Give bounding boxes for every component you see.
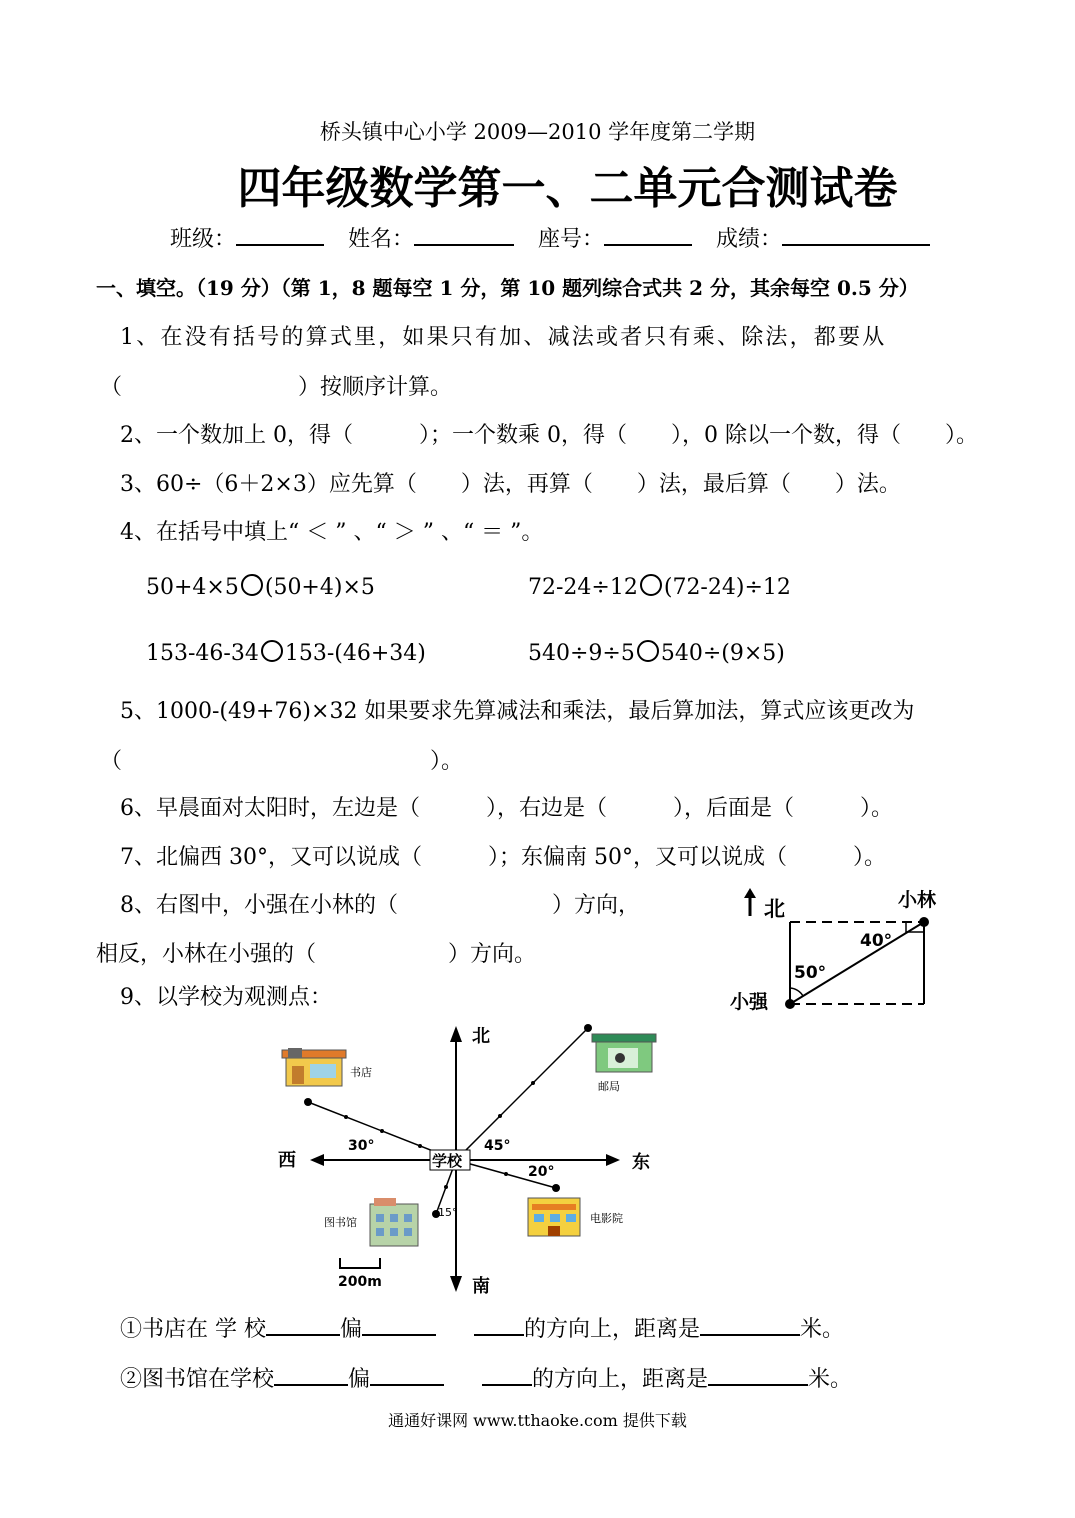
question-5-line-1: 5、1000-(49+76)×32 如果要求先算减法和乘法，最后算加法，算式应该更改为 bbox=[120, 699, 915, 724]
question-9: 9、以学校为观测点： bbox=[120, 985, 332, 1010]
blank[interactable] bbox=[370, 1383, 444, 1386]
blank[interactable] bbox=[266, 1333, 340, 1336]
school-line: 桥头镇中心小学 2009—2010 学年度第二学期 bbox=[319, 120, 756, 144]
question-6: 6、早晨面对太阳时，左边是（ ），右边是（ ），后面是（ ）。 bbox=[120, 796, 893, 821]
name-blank[interactable] bbox=[414, 243, 514, 246]
compare-circle[interactable] bbox=[241, 574, 263, 596]
scale-label: 200m bbox=[338, 1274, 382, 1290]
score-blank[interactable] bbox=[782, 243, 930, 246]
blank[interactable] bbox=[474, 1333, 524, 1336]
blank[interactable] bbox=[708, 1383, 808, 1386]
bookstore-point bbox=[304, 1098, 312, 1106]
question-8-line-2: 相反，小林在小强的（ ）方向。 bbox=[96, 942, 537, 967]
post-office-label: 邮局 bbox=[598, 1080, 620, 1093]
page-title: 四年级数学第一、二单元合测试卷 bbox=[237, 163, 898, 214]
class-blank[interactable] bbox=[236, 243, 324, 246]
blank[interactable] bbox=[274, 1383, 348, 1386]
direction-diagram-q8 bbox=[728, 880, 958, 1020]
cinema-icon bbox=[528, 1198, 580, 1236]
question-4: 4、在括号中填上“ ＜ ” 、“ ＞ ” 、“ ＝ ”。 bbox=[120, 520, 544, 545]
north-label: 北 bbox=[472, 1026, 490, 1047]
question-1-line-2: （ ）按顺序计算。 bbox=[100, 375, 453, 400]
post-office-point bbox=[584, 1024, 592, 1032]
name-label: 姓名： bbox=[348, 227, 415, 252]
compare-item-4: 540÷9÷5 540÷(9×5) bbox=[528, 641, 785, 666]
question-3: 3、60÷（6＋2×3）应先算（ ）法，再算（ ）法，最后算（ ）法。 bbox=[120, 472, 901, 497]
angle-30-label: 30° bbox=[348, 1138, 375, 1154]
south-arrow-icon bbox=[450, 1276, 462, 1292]
question-8-line-1: 8、右图中，小强在小林的（ ）方向， bbox=[120, 893, 640, 918]
compare-circle[interactable] bbox=[637, 640, 659, 662]
angle-15-label: 15° bbox=[438, 1206, 458, 1219]
library-label: 图书馆 bbox=[324, 1216, 357, 1229]
section-heading: 一、填空。（19 分）（第 1，8 题每空 1 分，第 10 题列综合式共 2 分，其余每空 0.5 分） bbox=[96, 276, 919, 300]
seat-label: 座号： bbox=[538, 227, 605, 252]
north-label: 北 bbox=[764, 897, 785, 921]
compare-circle[interactable] bbox=[261, 640, 283, 662]
south-label: 南 bbox=[472, 1276, 490, 1297]
compare-item-2: 72-24÷12 (72-24)÷12 bbox=[528, 575, 791, 600]
class-label: 班级： bbox=[170, 227, 237, 252]
seat-blank[interactable] bbox=[604, 243, 692, 246]
direction-diagram-q9 bbox=[270, 1018, 680, 1303]
compare-circle[interactable] bbox=[640, 574, 662, 596]
library-icon bbox=[370, 1198, 418, 1246]
question-9-2: ②图书馆在学校 偏 的方向上，距离是 米。 bbox=[120, 1367, 853, 1392]
north-arrow-icon bbox=[450, 1026, 462, 1042]
xiaolin-label: 小林 bbox=[898, 889, 937, 911]
bookstore-icon bbox=[282, 1048, 346, 1086]
compare-item-1: 50+4×5 (50+4)×5 bbox=[146, 575, 375, 600]
xiaoqiang-point bbox=[785, 999, 795, 1009]
north-arrow-icon bbox=[744, 888, 756, 898]
question-2: 2、一个数加上 0，得（ ）；一个数乘 0，得（ ），0 除以一个数，得（ ）。 bbox=[120, 423, 978, 448]
compare-item-3: 153-46-34 153-(46+34) bbox=[146, 641, 426, 666]
cinema-point bbox=[552, 1184, 560, 1192]
angle-20-label: 20° bbox=[528, 1164, 555, 1180]
cinema-label: 电影院 bbox=[590, 1212, 623, 1225]
east-label: 东 bbox=[632, 1152, 650, 1173]
footer: 通通好课网 www.tthaoke.com 提供下载 bbox=[388, 1411, 687, 1430]
angle-45-label: 45° bbox=[484, 1138, 511, 1154]
question-1-line-1: 1、在没有括号的算式里，如果只有加、减法或者只有乘、除法，都要从 bbox=[120, 325, 887, 350]
east-arrow-icon bbox=[606, 1154, 620, 1166]
blank[interactable] bbox=[482, 1383, 532, 1386]
bookstore-label: 书店 bbox=[350, 1066, 372, 1079]
west-arrow-icon bbox=[310, 1154, 324, 1166]
xiaolin-point bbox=[919, 917, 929, 927]
scale-bar bbox=[340, 1258, 380, 1268]
info-line bbox=[170, 222, 930, 253]
angle-40-label: 40° bbox=[860, 931, 893, 951]
question-7: 7、北偏西 30°，又可以说成（ ）；东偏南 50°，又可以说成（ ）。 bbox=[120, 845, 886, 870]
west-label: 西 bbox=[278, 1150, 296, 1171]
post-office-icon bbox=[592, 1034, 656, 1072]
question-5-line-2: （ ）。 bbox=[100, 749, 464, 774]
question-9-1: ①书店在 学 校 偏 的方向上，距离是 米。 bbox=[120, 1317, 845, 1342]
xiaoqiang-label: 小强 bbox=[730, 991, 769, 1013]
score-label: 成绩： bbox=[716, 227, 783, 252]
blank[interactable] bbox=[362, 1333, 436, 1336]
blank[interactable] bbox=[700, 1333, 800, 1336]
center-label: 学校 bbox=[432, 1152, 463, 1170]
angle-50-label: 50° bbox=[794, 963, 827, 983]
